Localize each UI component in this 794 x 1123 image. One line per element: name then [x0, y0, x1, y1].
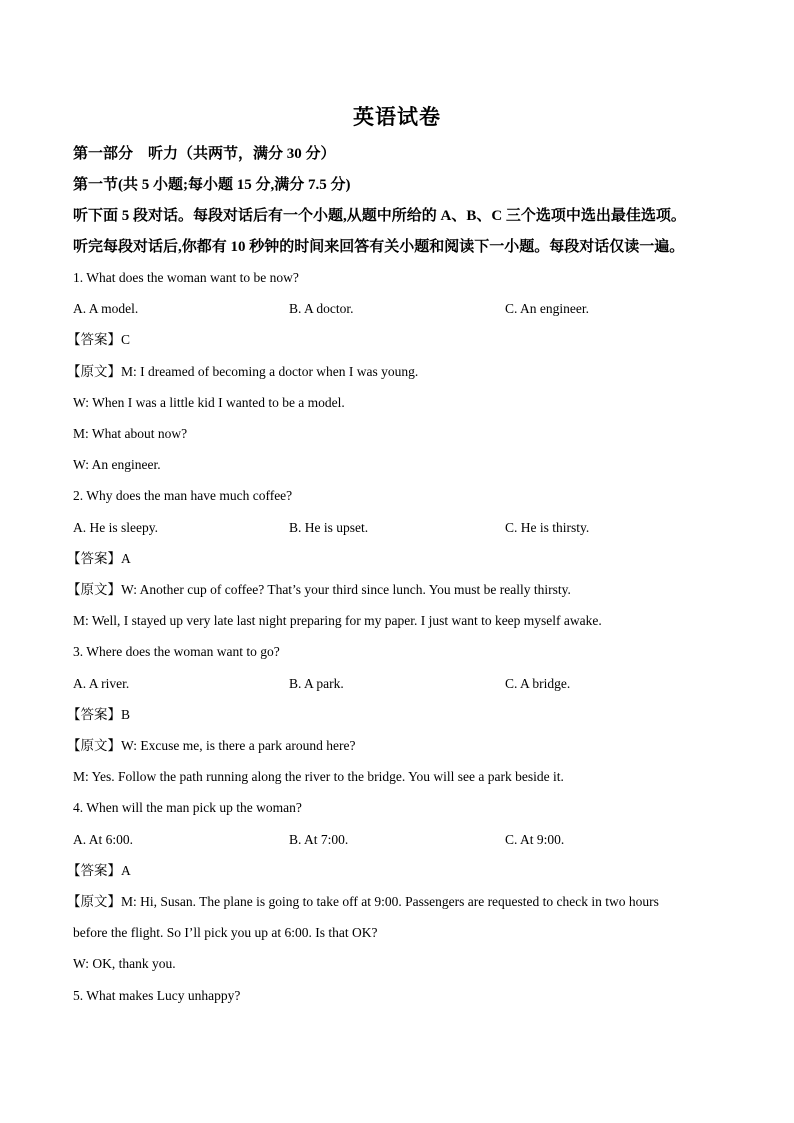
page-title: 英语试卷 [353, 105, 441, 129]
question-text: 5. What makes Lucy unhappy? [73, 988, 241, 1003]
answer-line [67, 705, 733, 725]
instruction-line: 听下面 5 段对话。每段对话后有一个小题,从题中所给的 A、B、C 三个选项中选出最佳选项。 [73, 208, 686, 224]
transcript-label: 【原文】 [67, 894, 121, 909]
answer-label: 【答案】 [67, 707, 121, 722]
transcript-line: M: Well, I stayed up very late last night preparing for my paper. I just want to keep myself awake. [73, 613, 602, 628]
option-a: A. A model. [73, 301, 139, 316]
transcript-line: W: An engineer. [73, 457, 161, 472]
question-text: 2. Why does the man have much coffee? [73, 488, 293, 503]
transcript-label: 【原文】 [67, 364, 121, 379]
transcript-line: W: When I was a little kid I wanted to be a model. [73, 395, 345, 410]
transcript-line: M: Yes. Follow the path running along the river to the bridge. You will see a park beside it. [73, 769, 564, 784]
option-b: B. A park. [289, 676, 344, 691]
instruction-line: 听完每段对话后,你都有 10 秒钟的时间来回答有关小题和阅读下一小题。每段对话仅读一遍。 [73, 239, 685, 255]
answer-line [67, 549, 733, 569]
question-text: 3. Where does the woman want to go? [73, 644, 280, 659]
transcript-text: M: Hi, Susan. The plane is going to take off at 9:00. Passengers are requested to check in two hours [121, 894, 659, 909]
option-c: C. At 9:00. [505, 832, 565, 847]
transcript-line [67, 580, 733, 600]
section-heading: 第一部分 听力（共两节，满分 30 分） [73, 146, 336, 162]
transcript-label: 【原文】 [67, 582, 121, 597]
transcript-line: W: OK, thank you. [73, 956, 176, 971]
transcript-text: M: I dreamed of becoming a doctor when I was young. [121, 364, 419, 379]
transcript-line: before the flight. So I’ll pick you up at 6:00. Is that OK? [73, 925, 378, 940]
answer-line [67, 861, 733, 881]
transcript-line [67, 892, 733, 912]
option-b: B. A doctor. [289, 301, 354, 316]
option-c: C. A bridge. [505, 676, 571, 691]
transcript-label: 【原文】 [67, 738, 121, 753]
option-c: C. He is thirsty. [505, 520, 590, 535]
answer-label: 【答案】 [67, 863, 121, 878]
transcript-line [67, 362, 733, 382]
answer-value: A [121, 551, 131, 566]
question-text: 1. What does the woman want to be now? [73, 270, 299, 285]
answer-value: C [121, 332, 131, 347]
part-heading: 第一节(共 5 小题;每小题 15 分,满分 7.5 分) [73, 177, 351, 193]
answer-value: A [121, 863, 131, 878]
transcript-line [67, 736, 733, 756]
answer-line [67, 330, 733, 350]
transcript-line: M: What about now? [73, 426, 188, 441]
option-a: A. A river. [73, 676, 130, 691]
question-text: 4. When will the man pick up the woman? [73, 800, 302, 815]
transcript-text: W: Another cup of coffee? That’s your third since lunch. You must be really thirsty. [121, 582, 571, 597]
answer-label: 【答案】 [67, 551, 121, 566]
option-b: B. He is upset. [289, 520, 369, 535]
option-c: C. An engineer. [505, 301, 589, 316]
answer-label: 【答案】 [67, 332, 121, 347]
option-b: B. At 7:00. [289, 832, 349, 847]
option-a: A. He is sleepy. [73, 520, 158, 535]
transcript-text: W: Excuse me, is there a park around here? [121, 738, 356, 753]
answer-value: B [121, 707, 131, 722]
option-a: A. At 6:00. [73, 832, 134, 847]
